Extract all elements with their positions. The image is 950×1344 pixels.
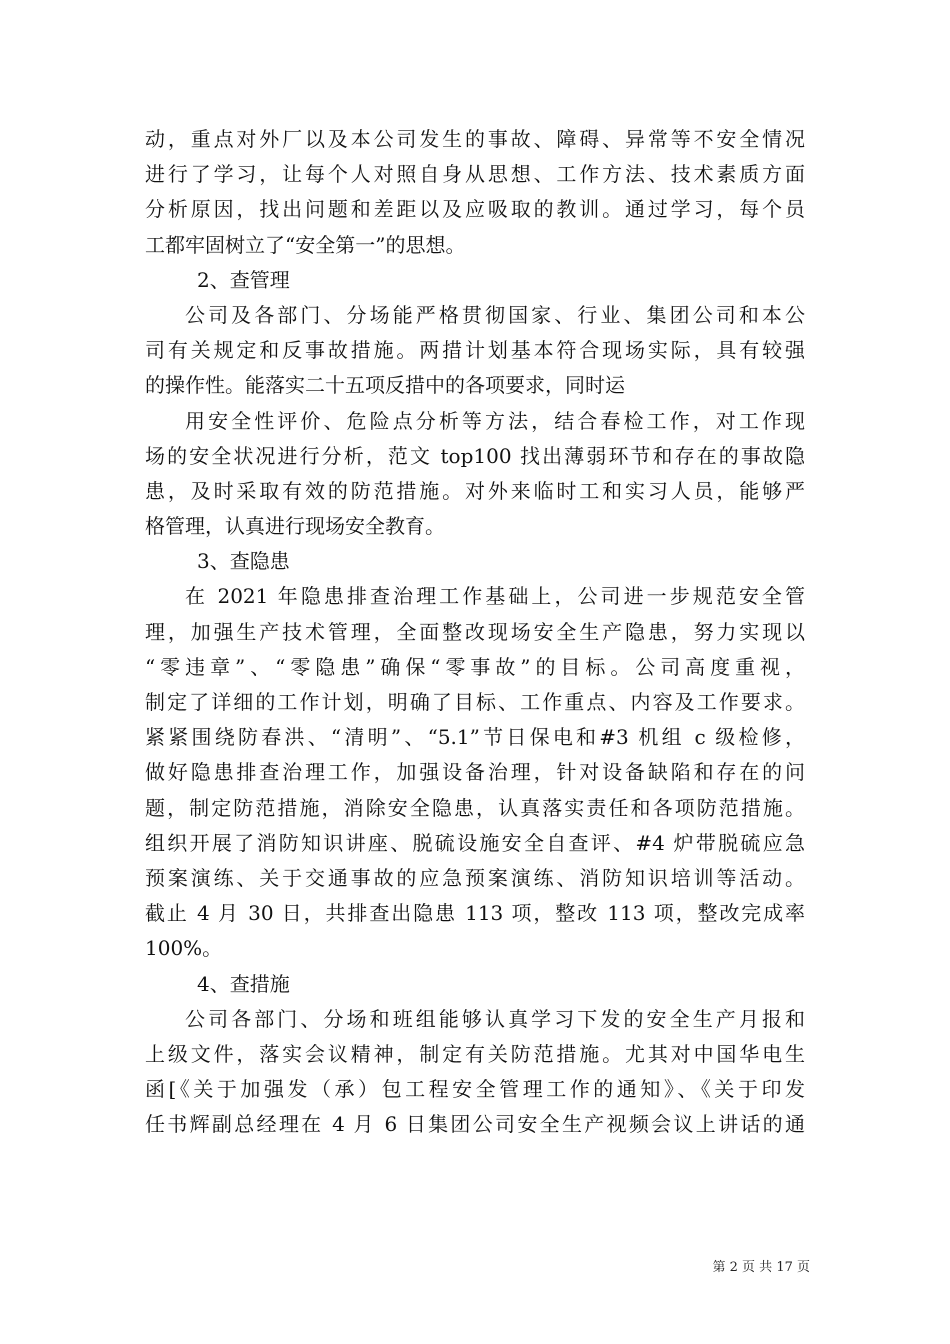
section-heading: 4、查措施 — [197, 971, 290, 996]
text-line: 的操作性。能落实二十五项反措中的各项要求，同时运 — [145, 373, 625, 398]
text-line: 用安全性评价、危险点分析等方法，结合春检工作，对工作现 — [185, 408, 805, 433]
text-line: 100%。 — [145, 936, 223, 961]
text-line: 动，重点对外厂以及本公司发生的事故、障碍、异常等不安全情况 — [145, 127, 805, 151]
text-line: 上级文件，落实会议精神，制定有关防范措施。尤其对中国华电生 — [145, 1041, 805, 1066]
text-line: 任书辉副总经理在 4 月 6 日集团公司安全生产视频会议上讲话的通 — [145, 1112, 805, 1137]
text-line: 患，及时采取有效的防范措施。对外来临时工和实习人员，能够严 — [145, 478, 805, 503]
text-line: 组织开展了消防知识讲座、脱硫设施安全自查评、#4 炉带脱硫应急 — [145, 830, 805, 855]
page-number-footer: 第 2 页 共 17 页 — [712, 1260, 810, 1275]
text-line: 分析原因，找出问题和差距以及应吸取的教训。通过学习，每个员 — [145, 197, 805, 222]
text-line: 题，制定防范措施，消除安全隐患，认真落实责任和各项防范措施。 — [145, 795, 805, 820]
text-line: 工都牢固树立了“安全第一”的思想。 — [145, 232, 466, 257]
text-line: 紧紧围绕防春洪、“清明”、“5.1”节日保电和#3 机组 c 级检修， — [145, 725, 805, 750]
text-line: 进行了学习，让每个人对照自身从思想、工作方法、技术素质方面 — [145, 162, 805, 187]
section-heading: 3、查隐患 — [197, 549, 290, 574]
section-heading: 2、查管理 — [197, 267, 290, 292]
text-line: 公司各部门、分场和班组能够认真学习下发的安全生产月报和 — [185, 1006, 805, 1031]
text-line: 格管理，认真进行现场安全教育。 — [145, 514, 445, 539]
text-line: 理，加强生产技术管理，全面整改现场安全生产隐患，努力实现以 — [145, 619, 805, 644]
text-line: 制定了详细的工作计划，明确了目标、工作重点、内容及工作要求。 — [145, 690, 805, 714]
body-text — [145, 122, 805, 1142]
text-line: 预案演练、关于交通事故的应急预案演练、消防知识培训等活动。 — [145, 865, 805, 890]
text-line: “零违章”、“零隐患”确保“零事故”的目标。公司高度重视， — [145, 654, 805, 679]
text-line: 司有关规定和反事故措施。两措计划基本符合现场实际，具有较强 — [145, 338, 805, 363]
text-line: 函[《关于加强发（承）包工程安全管理工作的通知》、《关于印发 — [145, 1077, 805, 1102]
text-line: 截止 4 月 30 日，共排查出隐患 113 项，整改 113 项，整改完成率 — [145, 901, 805, 926]
text-line: 场的安全状况进行分析，范文 top100 找出薄弱环节和存在的事故隐 — [145, 443, 805, 468]
text-line: 在 2021 年隐患排查治理工作基础上，公司进一步规范安全管 — [185, 584, 805, 609]
text-line: 做好隐患排查治理工作，加强设备治理，针对设备缺陷和存在的问 — [145, 760, 805, 785]
text-line: 公司及各部门、分场能严格贯彻国家、行业、集团公司和本公 — [185, 302, 805, 327]
